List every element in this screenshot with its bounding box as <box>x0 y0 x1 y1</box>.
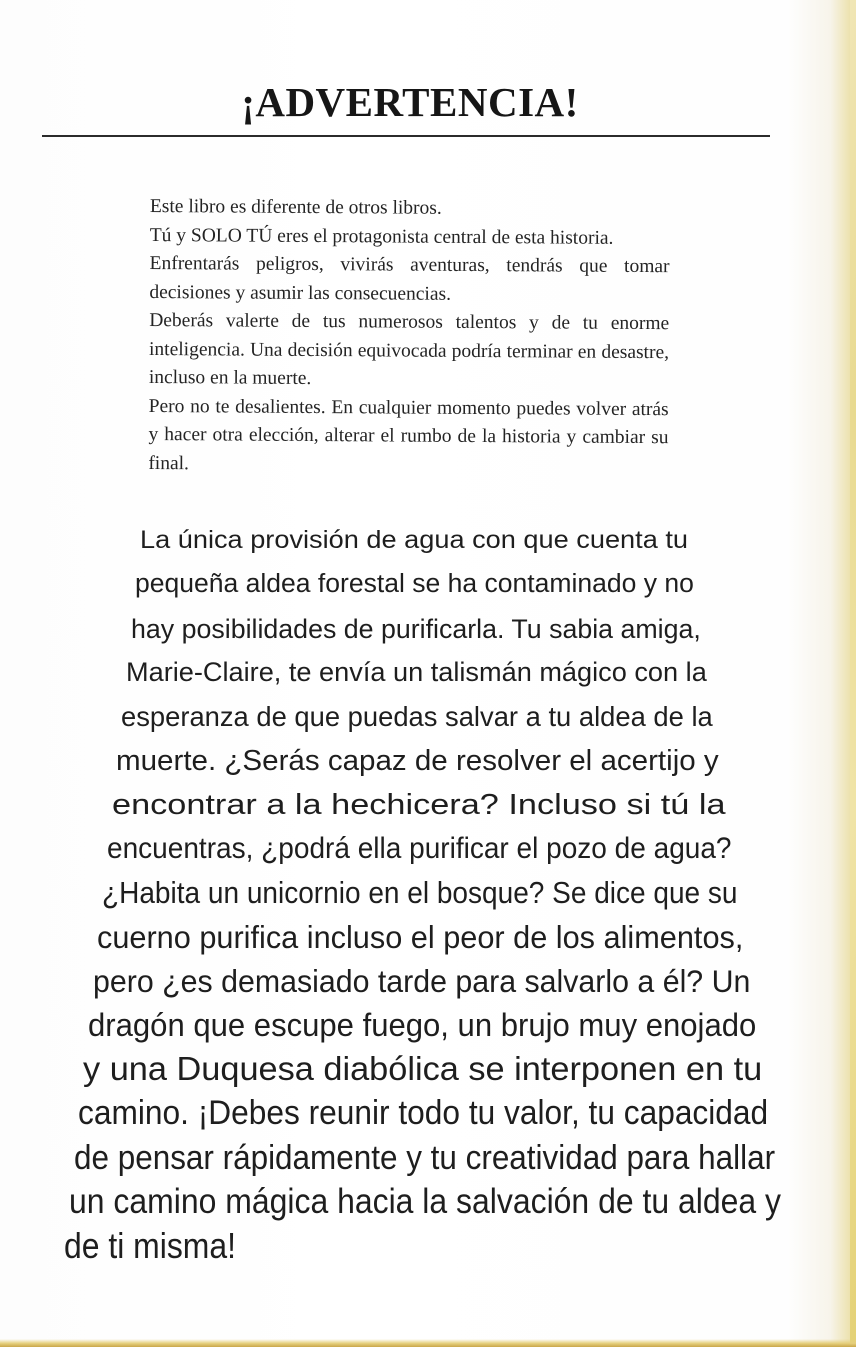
story-line: muerte. ¿Serás capaz de resolver el acertijo y <box>116 744 719 777</box>
story-line: pequeña aldea forestal se ha contaminado y no <box>135 569 695 598</box>
page-edge-bottom <box>0 1339 856 1347</box>
warning-paragraph: Este libro es diferente de otros libros. <box>149 195 442 219</box>
story-line: un camino mágica hacia la salvación de tu aldea y <box>68 1182 781 1222</box>
page-title: ¡ADVERTENCIA! <box>241 79 579 125</box>
story-line: de pensar rápidamente y tu creatividad para hallar <box>73 1138 775 1177</box>
page-edge-right <box>850 0 856 1347</box>
warning-paragraph: Deberás valerte de tus numerosos talentos y de tu enorme inteligencia. Una decisión equivocada podría terminar en desastre, incluso en la muerte. <box>148 309 670 389</box>
story-line: La única provisión de agua con que cuenta tu <box>140 526 688 554</box>
story-line: encuentras, ¿podrá ella purificar el pozo de agua? <box>106 832 732 866</box>
title-underline <box>42 135 770 137</box>
warning-paragraph: Pero no te desalientes. En cualquier momento puedes volver atrás y hacer otra elección, alterar el rumbo de la historia y cambiar su final. <box>148 395 669 474</box>
story-line: encontrar a la hechicera? Incluso si tú la <box>111 788 726 821</box>
story-line: cuerno purifica incluso el peor de los alimentos, <box>97 919 744 955</box>
warning-paragraph: Enfrentarás peligros, vivirás aventuras, tendrás que tomar decisiones y asumir las consecuencias. <box>149 252 670 305</box>
story-line: ¿Habita un unicornio en el bosque? Se dice que su <box>102 876 738 910</box>
story-line: dragón que escupe fuego, un brujo muy enojado <box>87 1007 757 1044</box>
story-line: Marie-Claire, te envía un talismán mágico con la <box>125 657 707 688</box>
warning-paragraph: Tú y SOLO TÚ eres el protagonista central de esta historia. <box>149 224 614 249</box>
story-line: camino. ¡Debes reunir todo tu valor, tu capacidad <box>78 1093 769 1132</box>
story-line: pero ¿es demasiado tarde para salvarlo a él? Un <box>92 962 750 999</box>
story-line: hay posibilidades de purificarla. Tu sabia amiga, <box>130 613 701 644</box>
story-line: de ti misma! <box>64 1225 237 1266</box>
story-line: esperanza de que puedas salvar a tu aldea de la <box>121 701 713 732</box>
story-line: y una Duquesa diabólica se interponen en tu <box>83 1051 763 1088</box>
warning-text-block <box>148 193 670 481</box>
